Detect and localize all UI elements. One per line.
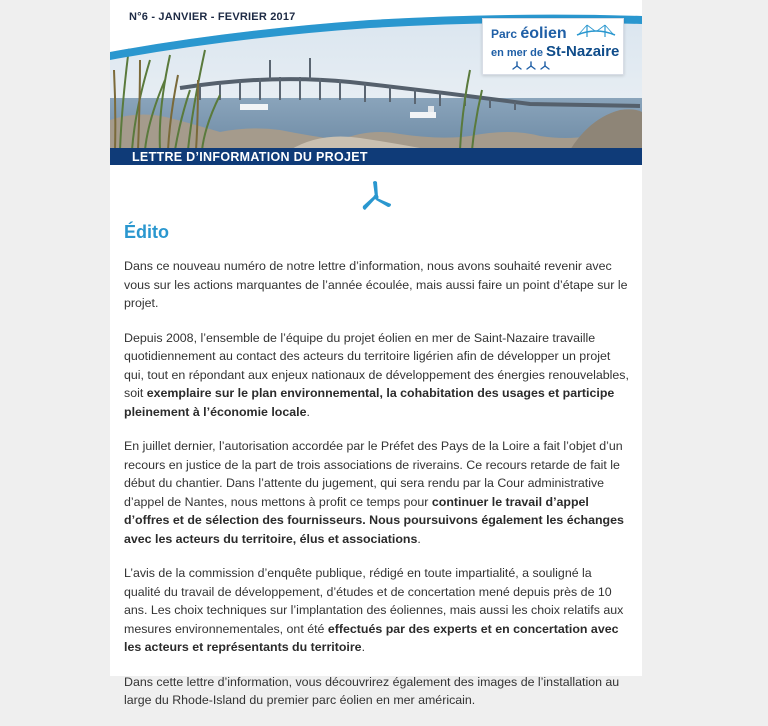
issue-label: N°6 - JANVIER - FEVRIER 2017 (129, 11, 296, 23)
paragraph-3-text: En juillet dernier, l’autorisation accordée par le Préfet des Pays de la Loire a fait l’objet d’un recours en justice de la part de trois associations de riverains. Ce recours retarde de fait le début du chantier. Dans l’attente du jugement, qui sera rendu par la Cour administrative d’appel de Nantes, nous mettons à profit ce temps pour (124, 439, 623, 509)
paragraph-4-bold: effectués par des experts et en concertation avec les acteurs et représentants du territoire (124, 621, 619, 654)
paragraph-5: Dans cette lettre d’information, vous découvrirez également des images de l’installation au large du Rhode-Island du premier parc éolien en mer américain. (124, 674, 620, 707)
paragraph-3-bold: continuer le travail d’appel d’offres et de sélection des fournisseurs. Nous poursuivons également les échanges avec les acteurs du territoire, élus et associations (124, 494, 624, 546)
paragraph-2-bold: exemplaire sur le plan environnemental, la cohabitation des usages et participe pleinement à l’économie locale (124, 386, 615, 419)
paragraph-4-end: . (361, 640, 366, 654)
wind-turbine-icon (360, 180, 394, 214)
logo-line1 (491, 25, 567, 43)
subtitle-bar (110, 148, 642, 165)
small-turbines-icon (511, 61, 551, 71)
bridge-logo-icon (575, 21, 617, 41)
paragraph-2 (124, 329, 630, 422)
logo-line2 (491, 43, 619, 60)
paragraph-1: Dans ce nouveau numéro de notre lettre d’information, nous avons souhaité revenir avec vous sur les actions marquantes de l’année écoulée, mais aussi faire un point d’étape sur le projet. (124, 259, 628, 310)
logo-word-eolien: éolien (520, 25, 567, 42)
newsletter-header (110, 0, 642, 165)
paragraph-3 (124, 437, 630, 548)
paragraph-3-end: . (417, 531, 421, 546)
paragraph-2-text: Depuis 2008, l’ensemble de l’équipe du projet éolien en mer de Saint-Nazaire travaille quotidiennement au contact des acteurs du territoire ligérien afin de développer un projet qui, tout en répondant aux enjeux nationaux de développement des énergies renouvelables, soit (124, 330, 629, 400)
paragraph-4 (124, 564, 630, 657)
edito-title: Édito (124, 222, 169, 242)
paragraph-4-text: L’avis de la commission d’enquête publique, rédigé en toute impartialité, a souligné la qualité du travail de développement, d’études et de concertation mené depuis près de 10 ans. Les choix techniques sur l’implantation des éoliennes, mais aussi les choix relatifs aux mesures environnementales, ont été (124, 566, 624, 636)
logo-word-parc: Parc (491, 27, 518, 41)
edito-content (124, 257, 630, 726)
logo-word-st-nazaire: St-Nazaire (546, 43, 620, 60)
newsletter-page (110, 0, 642, 707)
project-logo (482, 18, 624, 75)
newsletter-subtitle: LETTRE D’INFORMATION DU PROJET (132, 150, 368, 164)
paragraph-2-end: . (306, 404, 310, 419)
logo-word-en-mer: en mer de (491, 47, 543, 59)
